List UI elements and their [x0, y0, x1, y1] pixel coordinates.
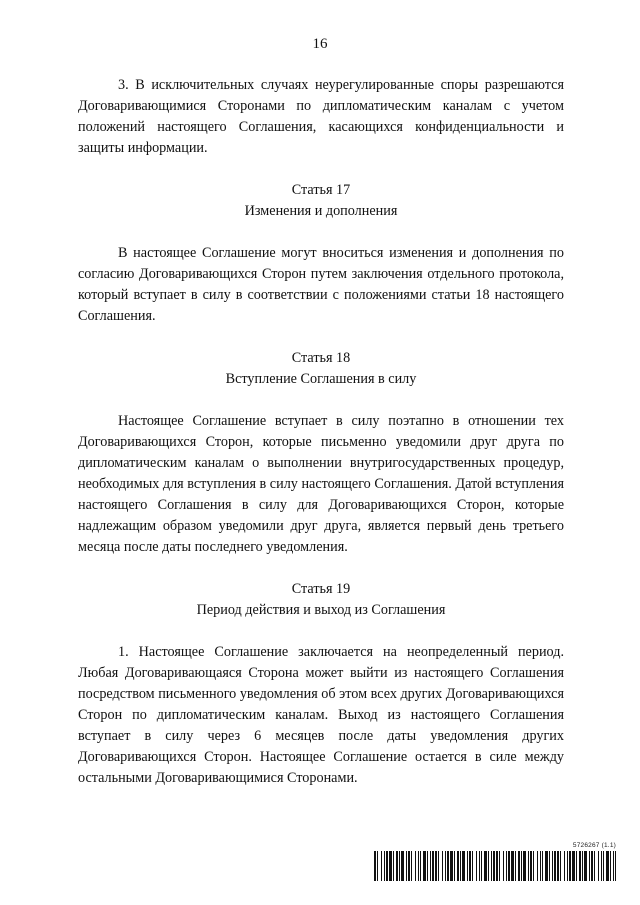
article-17-heading: [78, 180, 564, 222]
article-18-title: Вступление Соглашения в силу: [225, 371, 417, 387]
barcode-code: 5726267 (1.1): [572, 842, 616, 849]
article-18-number: Статья 18: [291, 350, 351, 366]
page-number: 16: [312, 36, 328, 52]
article-17-number: Статья 17: [291, 182, 351, 198]
article-19-title: Период действия и выход из Соглашения: [196, 602, 446, 618]
document-body: [78, 75, 564, 789]
intro-paragraph: 3. В исключительных случаях неурегулированные споры разрешаются Договаривающимися Сторонами по дипломатическим каналам с учетом положений настоящего Соглашения, касающихся конфиденциальности и защиты информации.: [78, 77, 564, 156]
barcode-icon: [374, 851, 616, 881]
article-17-paragraph: В настоящее Соглашение могут вноситься изменения и дополнения по согласию Договаривающихся Сторон путем заключения отдельного протокола, который вступает в силу в соответствии с положениями статьи 18 настоящего Соглашения.: [78, 245, 564, 324]
article-18-heading: [78, 348, 564, 390]
article-19-paragraph: 1. Настоящее Соглашение заключается на неопределенный период. Любая Договаривающаяся Сторона может выйти из настоящего Соглашения посредством письменного уведомления об этом всех других Договаривающихся Сторон по дипломатическим каналам. Выход из настоящего Соглашения вступает в силу через 6 месяцев после даты уведомления других Договаривающихся Сторон. Настоящее Соглашение остается в силе между остальными Договаривающимися Сторонами.: [78, 644, 564, 786]
article-19-number: Статья 19: [291, 581, 351, 597]
article-18-paragraph: Настоящее Соглашение вступает в силу поэтапно в отношении тех Договаривающихся Сторон, которые письменно уведомили друг друга по дипломатическим каналам о выполнении внутригосударственных процедур, необходимых для вступления в силу настоящего Соглашения. Датой вступления настоящего Соглашения в силу для Договаривающихся Сторон, которые надлежащим образом уведомили друг друга, является первый день третьего месяца после даты последнего уведомления.: [78, 413, 564, 555]
article-17-title: Изменения и дополнения: [244, 203, 398, 219]
article-19-heading: [78, 579, 564, 621]
